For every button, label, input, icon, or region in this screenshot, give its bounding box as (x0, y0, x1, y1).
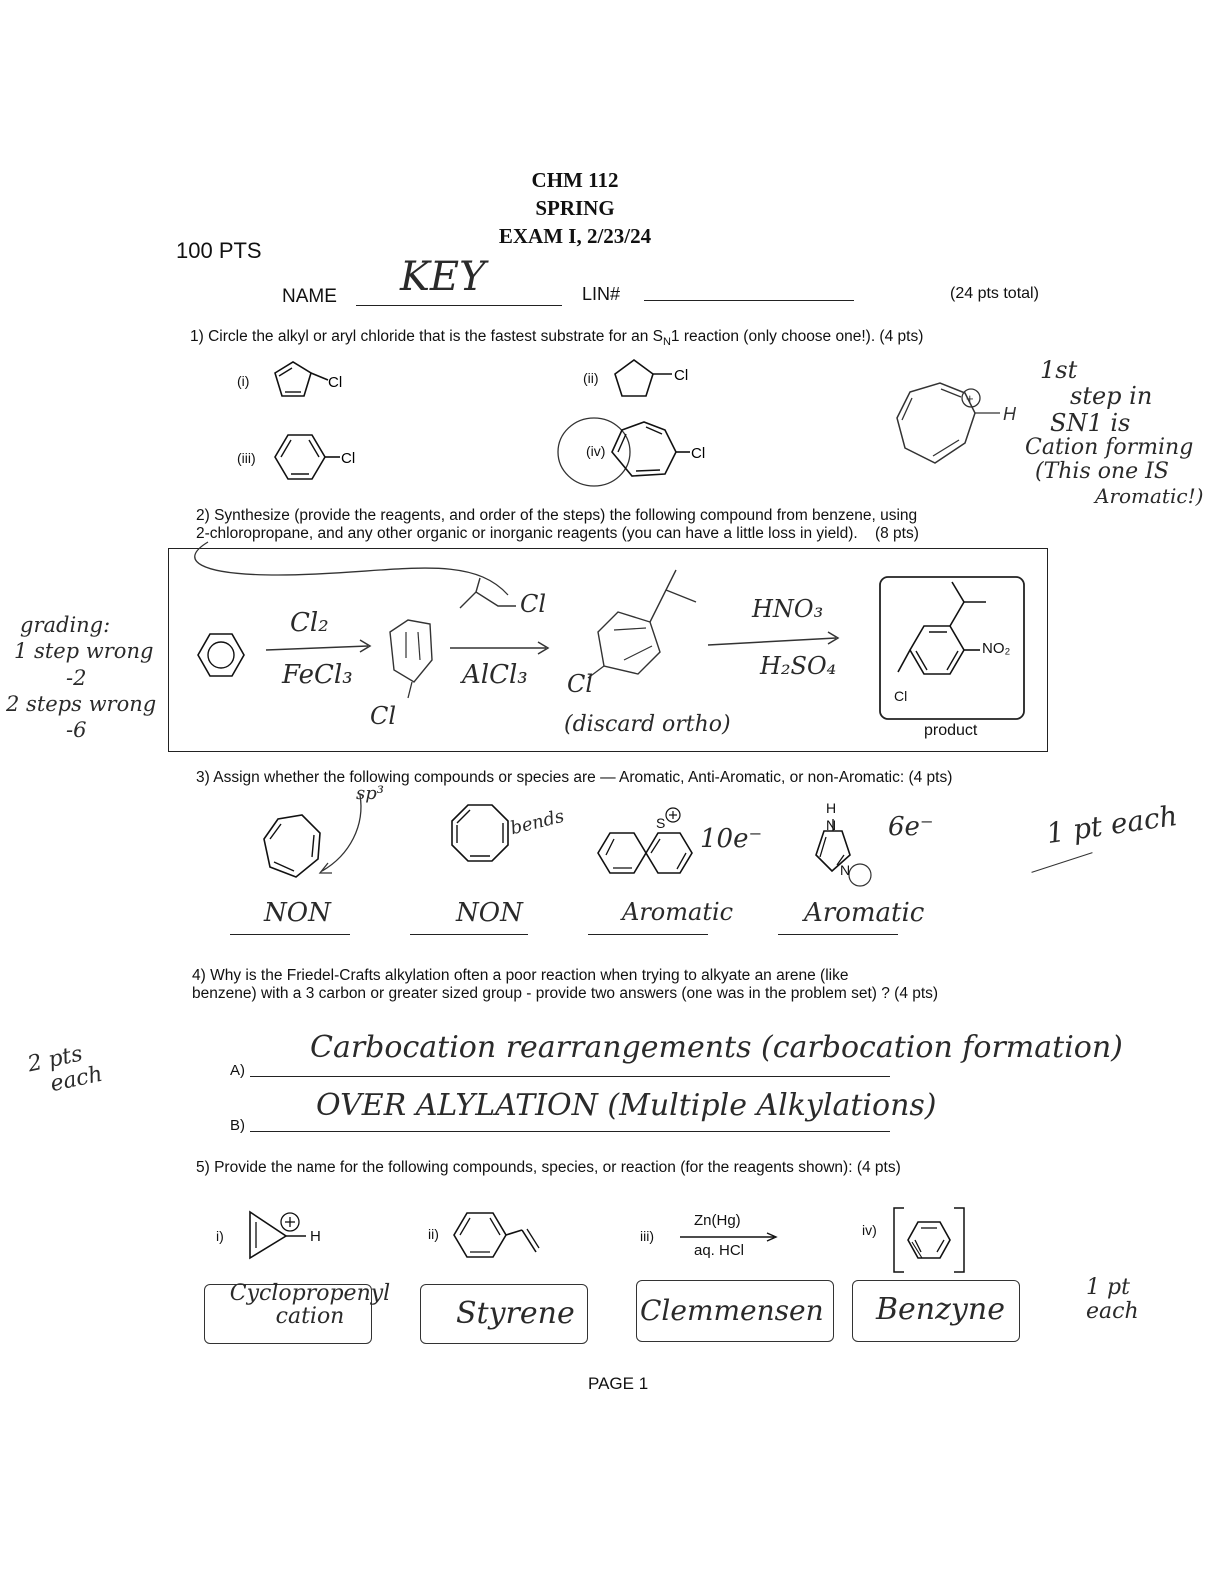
q1-structure-ii (612, 356, 702, 406)
q1-option-iii-label: (iii) (237, 450, 256, 466)
q3-s-label: S (656, 815, 666, 831)
q2-grading-note: grading: 1 step wrong -2 2 steps wrong -6 (6, 613, 157, 742)
q5-reagent-bottom: aq. HCl (694, 1242, 745, 1259)
q3-h-label: H (826, 800, 837, 816)
q5-answer-1: Cyclopropenyl cation (229, 1281, 391, 1330)
q3-note-bends: bends (508, 805, 567, 840)
product-no2: NO₂ (982, 640, 1011, 657)
q4-a-answer: Carbocation rearrangements (carbocation formation) (310, 1030, 1123, 1065)
q5-label-ii: ii) (428, 1226, 439, 1242)
q3-answer-line-2 (410, 934, 528, 935)
cl-label: Cl (328, 374, 343, 391)
q3-side-note: 1 pt each (1044, 798, 1180, 851)
q3-answer-4: Aromatic (804, 898, 925, 928)
name-value: KEY (400, 254, 486, 300)
name-field-line (356, 304, 562, 306)
step1-reagent-top: Cl₂ (290, 608, 329, 638)
lin-field-line (644, 299, 854, 301)
q2-text-line1: 2) Synthesize (provide the reagents, and order of the steps) the following compound from benzene, using (196, 507, 918, 524)
q3-structures (240, 785, 960, 915)
step2-reagent-bottom: AlCl₃ (462, 660, 528, 690)
discard-ortho-note: (discard ortho) (564, 712, 731, 737)
q5-answer-4: Benzyne (876, 1292, 1005, 1327)
q1-tropylium-sketch (885, 378, 1045, 478)
q3-answer-line-4 (778, 934, 898, 935)
step3-reagent-bottom: H₂SO₄ (760, 652, 837, 680)
q1-side-note: 1st step in SN1 is Cation forming (This one IS Aromatic!) (1025, 356, 1204, 508)
q3-n-label-top: N (826, 817, 837, 833)
step2-reagent-top: Cl (520, 590, 547, 618)
cl-label: Cl (674, 367, 689, 384)
q3-answer-line-3 (588, 934, 708, 935)
q5-label-iv: iv) (862, 1222, 877, 1238)
q3-note-sp3: sp³ (356, 783, 384, 804)
q1-option-ii-label: (ii) (583, 370, 599, 386)
q3-text: 3) Assign whether the following compounds or species are — Aromatic, Anti-Aromatic, or non-Aromatic: (4 pts) (196, 769, 953, 786)
q5-text: 5) Provide the name for the following compounds, species, or reaction (for the reagents shown): (4 pts) (196, 1159, 901, 1176)
q4-text-line1: 4) Why is the Friedel-Crafts alkylation often a poor reaction when trying to alkyate an arene (like (192, 967, 849, 984)
cl-label: Cl (341, 450, 356, 467)
term-title: SPRING (535, 196, 615, 220)
q4-a-line (250, 1076, 890, 1077)
q4-b-answer: OVER ALYLATION (Multiple Alkylations) (316, 1088, 937, 1123)
q1-structure-iii (270, 430, 370, 485)
name-label: NAME (282, 286, 337, 307)
q5-answer-3: Clemmensen (640, 1294, 824, 1327)
section-total: (24 pts total) (950, 285, 1039, 302)
q3-note-10e: 10e⁻ (700, 824, 763, 854)
q3-answer-1: NON (264, 898, 331, 928)
q3-answer-3: Aromatic (622, 898, 734, 926)
q2-text-line2: 2-chloropropane, and any other organic or inorganic reagents (you can have a little loss in yield). (8 pts) (196, 525, 919, 542)
total-points: 100 PTS (176, 238, 262, 263)
q1-structure-i (270, 358, 360, 408)
cl-label: Cl (691, 445, 706, 462)
q5-answer-2: Styrene (456, 1296, 575, 1331)
q1-option-i-label: (i) (237, 373, 250, 389)
q5-reagent-top: Zn(Hg) (694, 1212, 741, 1229)
intermediate2-cl: Cl (567, 670, 594, 698)
q3-note-6e: 6e⁻ (888, 812, 934, 842)
lin-label: LIN# (582, 284, 621, 304)
answer-circle (558, 418, 630, 486)
step3-reagent-top: HNO₃ (752, 595, 824, 623)
q5-label-iii: iii) (640, 1228, 654, 1244)
product-cl: Cl (894, 688, 908, 704)
q3-answer-2: NON (456, 898, 523, 928)
plus-sign: + (966, 391, 974, 406)
step1-reagent-bottom: FeCl₃ (282, 660, 353, 690)
page-number: PAGE 1 (588, 1374, 649, 1393)
q4-b-label: B) (230, 1117, 245, 1134)
q4-a-label: A) (230, 1062, 245, 1079)
q4-side-note: 2 pts each (25, 1041, 105, 1098)
exam-title: EXAM I, 2/23/24 (498, 224, 652, 248)
q3-answer-line-1 (230, 934, 350, 935)
q5-label-i: i) (216, 1228, 224, 1244)
q5-side-note: 1 pt each (1086, 1275, 1139, 1325)
product-label: product (924, 722, 978, 739)
q1-text: 1) Circle the alkyl or aryl chloride that is the fastest substrate for an $S_N1$ reaction (only choose one!). (4 pts) (190, 328, 924, 349)
q5-structures (240, 1200, 980, 1280)
course-title: CHM 112 (531, 168, 619, 192)
q1-structure-iv (552, 412, 722, 492)
q4-b-line (250, 1131, 890, 1132)
q3-n-label-bottom: N (840, 862, 851, 878)
intermediate1-cl: Cl (370, 702, 397, 730)
q4-text-line2: benzene) with a 3 carbon or greater sized group - provide two answers (one was in the problem set) ? (4 pts) (192, 985, 939, 1002)
q3-side-note-underline (1031, 852, 1092, 873)
q1-option-iv-label: (iv) (586, 443, 606, 459)
q5-h-label: H (310, 1228, 321, 1245)
h-label: H (1003, 404, 1016, 424)
